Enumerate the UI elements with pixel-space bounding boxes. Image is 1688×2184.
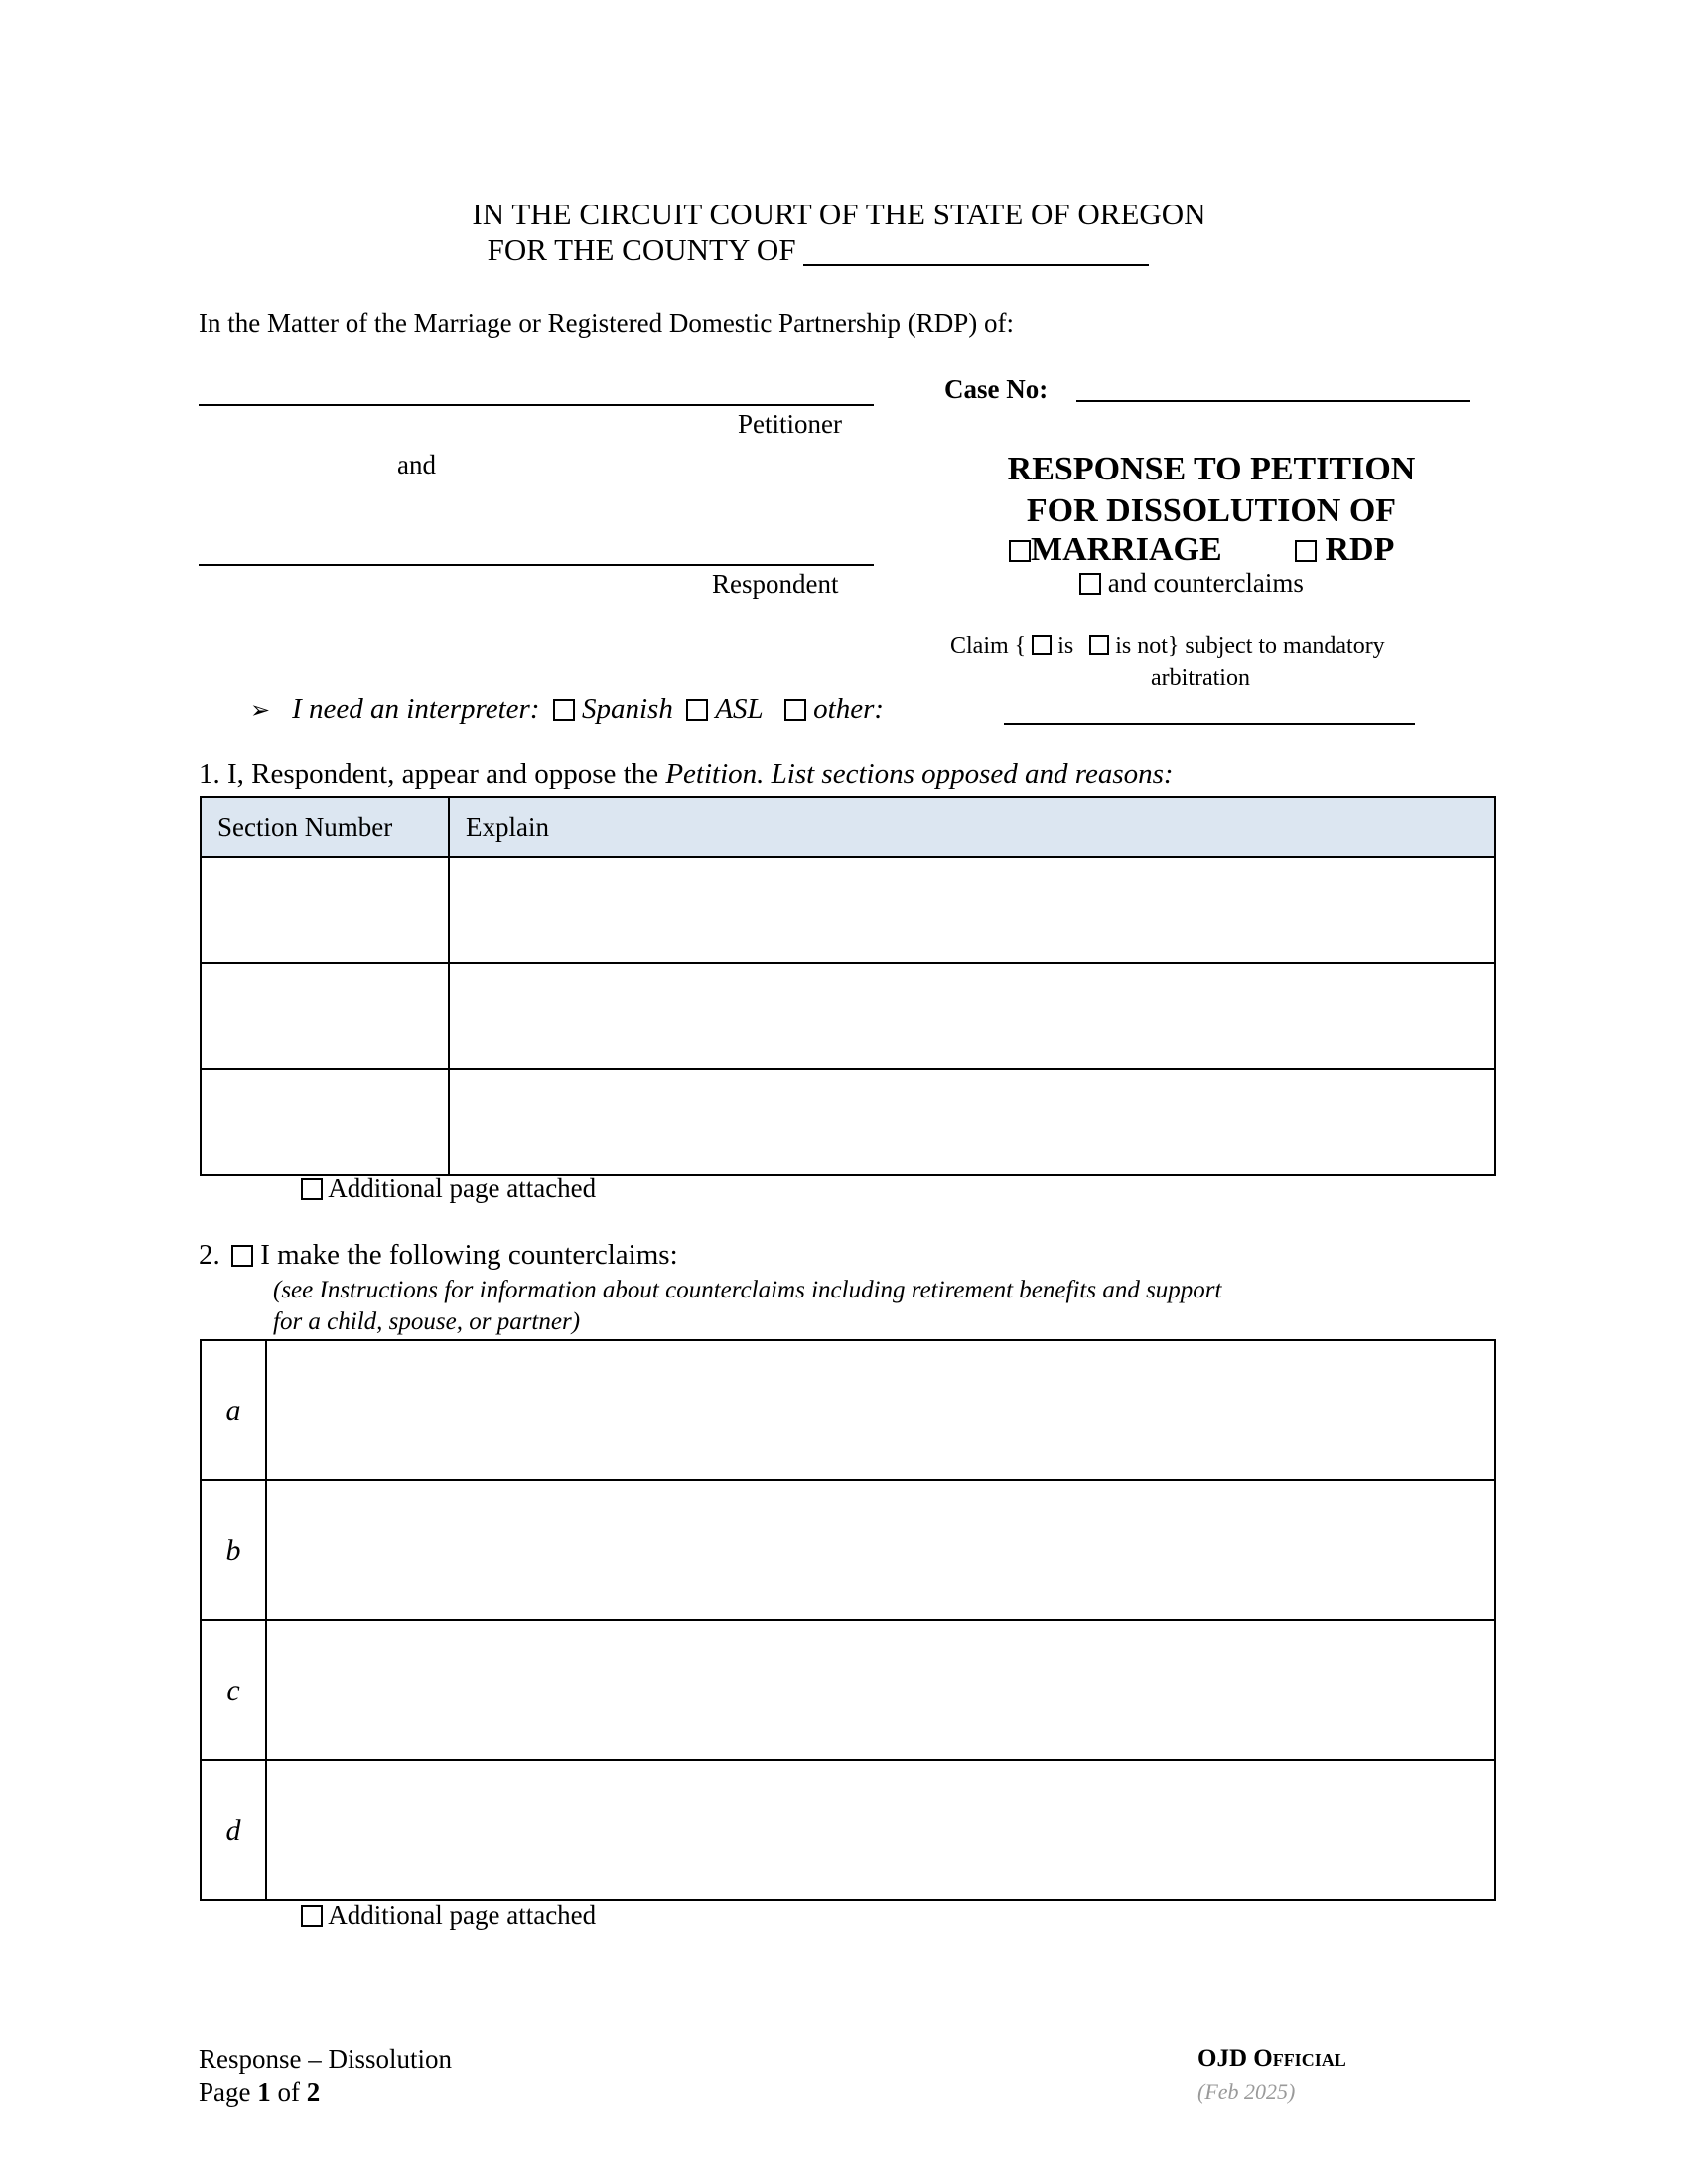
opposed-sections-table: [200, 796, 1496, 1176]
and-label: and: [397, 450, 436, 479]
section2-additional-page-checkbox[interactable]: [301, 1905, 323, 1927]
page-number: Page 1 of 2: [199, 2077, 321, 2107]
section-number-cell[interactable]: [201, 857, 449, 963]
counterclaim-cell[interactable]: [266, 1480, 1495, 1620]
case-number-label: Case No:: [944, 374, 1049, 404]
county-line: FOR THE COUNTY OF: [0, 232, 1688, 268]
counterclaims-checkbox[interactable]: [1079, 573, 1101, 595]
marriage-checkbox[interactable]: [1009, 540, 1031, 562]
counterclaim-cell[interactable]: [266, 1620, 1495, 1760]
table-row: [201, 857, 1495, 963]
title-line2: FOR DISSOLUTION OF: [1026, 492, 1397, 529]
section-number-cell[interactable]: [201, 1069, 449, 1175]
rdp-option: RDP: [1295, 530, 1394, 570]
other-language-input[interactable]: [1004, 723, 1415, 725]
column-header-section-number: Section Number: [201, 797, 449, 857]
interpreter-row: ➢ I need an interpreter: Spanish ASL other:: [250, 693, 885, 725]
claim-arbitration: Claim { is is not} subject to mandatory: [950, 633, 1385, 659]
table-row: [201, 1340, 1495, 1480]
section2-heading: 2. I make the following counterclaims:: [199, 1239, 678, 1271]
section2-note: (see Instructions for information about counterclaims including retirement benefits and support for a child, spouse, or partner): [273, 1277, 1222, 1335]
other-checkbox[interactable]: [784, 699, 806, 721]
form-date: (Feb 2025): [1197, 2079, 1296, 2104]
section2-additional-page: Additional page attached: [301, 1900, 596, 1931]
section1-additional-page: Additional page attached: [301, 1173, 596, 1204]
claim-is-not-checkbox[interactable]: [1089, 635, 1109, 655]
respondent-name-input[interactable]: [199, 564, 874, 566]
counterclaims-make-checkbox[interactable]: [231, 1245, 253, 1267]
case-number-input[interactable]: [1076, 400, 1470, 402]
counterclaim-cell[interactable]: [266, 1760, 1495, 1900]
section1-heading: 1. I, Respondent, appear and oppose the Petition. List sections opposed and reasons:: [199, 758, 1174, 790]
form-name: Response – Dissolution: [199, 2044, 453, 2074]
petitioner-name-input[interactable]: [199, 404, 874, 406]
table-row: [201, 1069, 1495, 1175]
explain-cell[interactable]: [449, 857, 1495, 963]
title-line1: RESPONSE TO PETITION: [1007, 451, 1416, 487]
table-row: [201, 1760, 1495, 1900]
counterclaims-table: [200, 1339, 1496, 1901]
spanish-checkbox[interactable]: [553, 699, 575, 721]
section-number-cell[interactable]: [201, 963, 449, 1069]
counterclaim-cell[interactable]: [266, 1340, 1495, 1480]
respondent-label: Respondent: [712, 569, 839, 599]
rdp-checkbox[interactable]: [1295, 540, 1317, 562]
table-row: [201, 963, 1495, 1069]
table-row: [201, 1620, 1495, 1760]
claim-arbitration-line2: arbitration: [1151, 665, 1250, 691]
court-name: IN THE CIRCUIT COURT OF THE STATE OF OREGON: [472, 197, 1206, 231]
explain-cell[interactable]: [449, 963, 1495, 1069]
row-label: b: [201, 1480, 266, 1620]
asl-checkbox[interactable]: [686, 699, 708, 721]
section1-additional-page-checkbox[interactable]: [301, 1178, 323, 1200]
counterclaims-option: and counterclaims: [1079, 568, 1304, 599]
county-input[interactable]: [803, 238, 1149, 266]
row-label: c: [201, 1620, 266, 1760]
column-header-explain: Explain: [449, 797, 1495, 857]
matter-caption: In the Matter of the Marriage or Registered Domestic Partnership (RDP) of:: [199, 308, 1015, 338]
claim-is-checkbox[interactable]: [1032, 635, 1052, 655]
bullet-arrow-icon: ➢: [250, 696, 271, 724]
marriage-option: MARRIAGE: [1009, 530, 1222, 570]
row-label: d: [201, 1760, 266, 1900]
ojd-official: OJD Official: [1197, 2045, 1346, 2072]
table-row: [201, 1480, 1495, 1620]
footer-left: [199, 2043, 452, 2109]
row-label: a: [201, 1340, 266, 1480]
explain-cell[interactable]: [449, 1069, 1495, 1175]
petitioner-label: Petitioner: [738, 409, 842, 439]
